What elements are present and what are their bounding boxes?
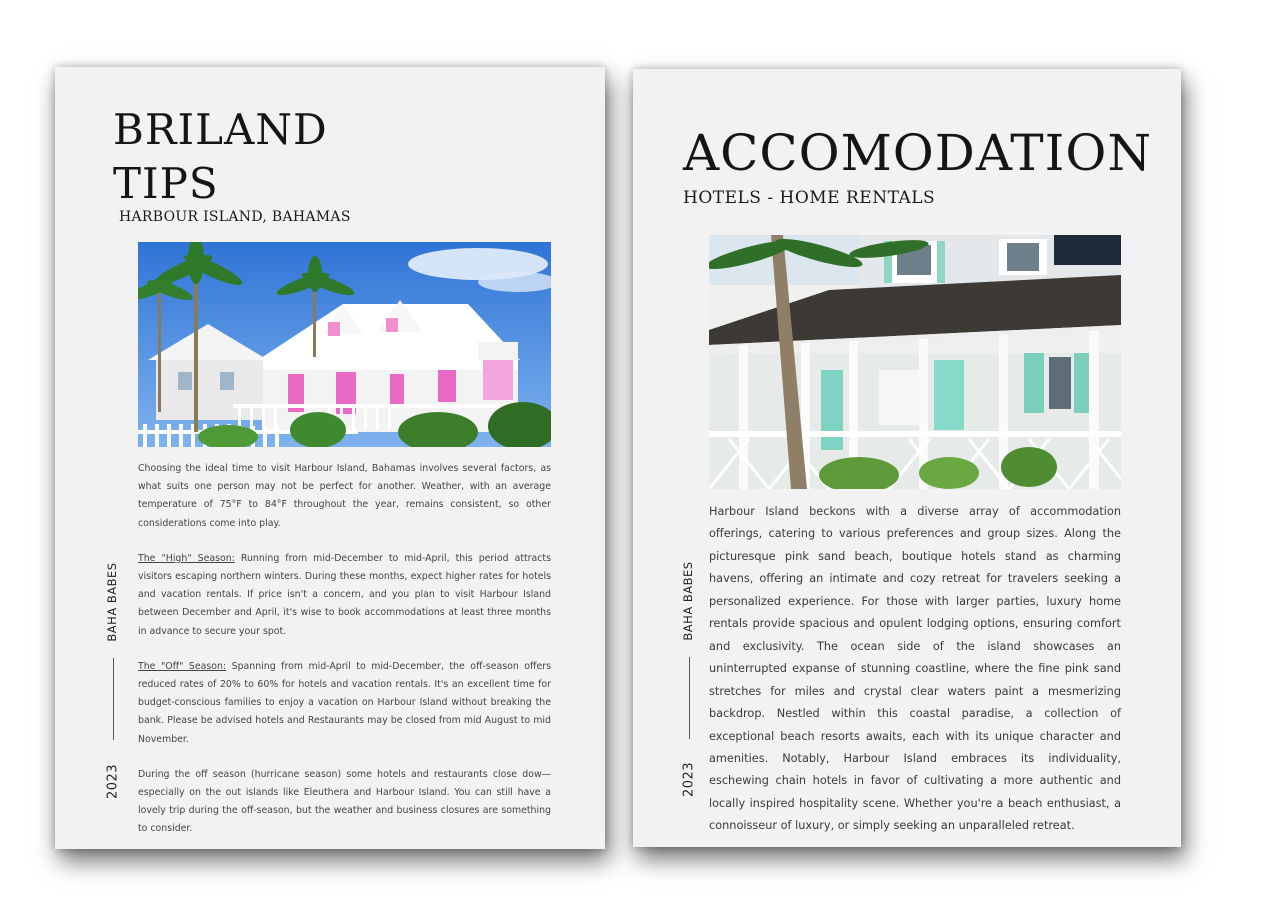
high-season-text: Running from mid-December to mid-April, this period attracts visitors escaping northern winters. During these months, expect higher rates for hotels and vacation rentals. If price isn't a concern, and you plan to visit Harbour Island between December and April, it's wise to book accommodations at least three months in advance to secure your spot. <box>138 552 551 637</box>
teal-cottage-photo <box>709 235 1121 489</box>
high-season-paragraph <box>138 550 551 641</box>
pink-cottage-illustration <box>138 242 551 447</box>
side-year-label: 2023 <box>681 761 697 798</box>
title-line-1: BRILAND <box>113 105 328 154</box>
side-divider-line <box>113 658 114 740</box>
teal-cottage-illustration <box>709 235 1121 489</box>
off-season-text: Spanning from mid-April to mid-December, the off-season offers reduced rates of 20% to 60% for hotels and vacation rentals. It's an excellent time for budget-conscious families to enjoy a vacation on Harbour Island without breaking the bank. Please be advised hotels and Restaurants may be closed from mid August to mid November. <box>138 660 551 745</box>
intro-paragraph: Choosing the ideal time to visit Harbour Island, Bahamas involves several factors, as what suits one person may not be perfect for another. Weather, with an average temperature of 75°F to 84°F throughout the year, remains consistent, so other considerations come into play. <box>138 463 551 529</box>
side-brand-label: BAHA BABES <box>681 561 695 641</box>
off-season-paragraph <box>138 658 551 749</box>
pink-cottage-photo <box>138 242 551 447</box>
right-page <box>633 69 1181 847</box>
side-brand-label: BAHA BABES <box>105 562 119 642</box>
page-subtitle: HOTELS - HOME RENTALS <box>683 188 936 208</box>
page-title-briland-tips <box>113 103 373 211</box>
left-page <box>55 67 605 849</box>
hurricane-season-paragraph: During the off season (hurricane season) some hotels and restaurants close dow—especially on the out islands like Eleuthera and Harbour Island. You can still have a lovely trip during the off-season, but the weather and business closures are something to consider. <box>138 768 551 835</box>
side-year-label: 2023 <box>105 763 121 800</box>
high-season-label: The "High" Season: <box>138 552 235 564</box>
right-body-text: Harbour Island beckons with a diverse array of accommodation offerings, catering to various preferences and group sizes. Along the picturesque pink sand beach, boutique hotels stand as charming havens, offering an intimate and cozy retreat for travelers seeking a personalized experience. For those with larger parties, luxury home rentals provide spacious and opulent lodging options, ensuring comfort and exclusivity. The ocean side of the island showcases an uninterrupted expanse of stunning coastline, where the fine pink sand stretches for miles and crystal clear waters paint a mesmerizing backdrop. Nestled within this coastal paradise, a collection of exceptional beach resorts awaits, each with its unique character and amenities. Notably, Harbour Island embraces its individuality, eschewing chain hotels in favor of cultivating a more authentic and locally inspired hospitality scene. Whether you're a beach enthusiast, a connoisseur of luxury, or simply seeking an unparalleled retreat. <box>709 505 1121 833</box>
title-line-2: TIPS <box>113 159 219 208</box>
left-body-text <box>138 460 551 849</box>
page-title-accomodation: ACCOMODATION <box>683 124 1153 182</box>
off-season-label: The "Off" Season: <box>138 660 227 672</box>
side-divider-line <box>689 657 690 739</box>
page-subtitle: HARBOUR ISLAND, BAHAMAS <box>119 209 351 225</box>
